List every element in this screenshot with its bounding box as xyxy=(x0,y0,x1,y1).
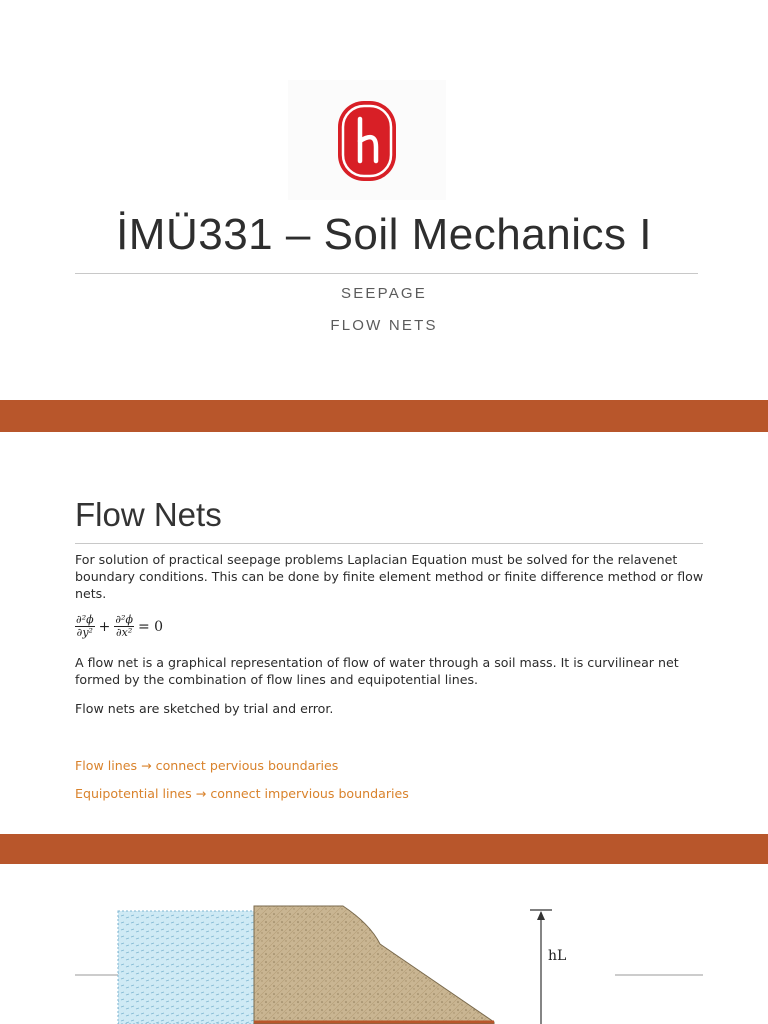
university-logo-icon xyxy=(332,95,402,187)
arrow-up-icon xyxy=(537,911,545,920)
upstream-water xyxy=(118,911,254,1024)
term-x-denominator: ∂x² xyxy=(115,626,133,639)
paragraph-laplacian: For solution of practical seepage problems Laplacian Equation must be solved for the relavenet boundary conditions. This can be done by finite element method or finite difference method or flow nets. xyxy=(75,552,704,601)
logo-container xyxy=(288,80,446,200)
dam-seepage-diagram xyxy=(0,864,768,1024)
paragraph-trial-error: Flow nets are sketched by trial and error. xyxy=(75,701,334,716)
slide-separator-band-2 xyxy=(0,834,768,864)
term-x-numerator: ∂²ϕ xyxy=(115,613,133,626)
term-y-numerator: ∂²ϕ xyxy=(76,613,94,626)
arrow-right-icon: → xyxy=(141,758,152,773)
bullet-flow-lines xyxy=(75,758,338,773)
dam-diagram-slide xyxy=(0,864,768,1024)
slide-separator-band xyxy=(0,400,768,432)
term-y-denominator: ∂y² xyxy=(76,626,93,639)
flow-nets-slide xyxy=(0,432,768,834)
laplace-equation xyxy=(75,614,167,639)
course-title: İMÜ331 – Soil Mechanics I xyxy=(116,210,652,259)
bullet-equipotential-lines xyxy=(75,786,409,801)
title-divider xyxy=(75,273,698,274)
subtitle-flow-nets: FLOW NETS xyxy=(330,317,438,334)
bullet-lead: Flow lines xyxy=(75,758,138,773)
equals-zero: = 0 xyxy=(137,618,164,635)
slide-title: Flow Nets xyxy=(75,496,222,533)
bullet-lead: Equipotential lines xyxy=(75,786,192,801)
equation-term-x xyxy=(114,614,134,639)
paragraph-flow-net-definition: A flow net is a graphical representation of flow of water through a soil mass. It is curvilinear net formed by the combination of flow lines and equipotential lines. xyxy=(75,655,679,687)
plus-sign: + xyxy=(98,618,111,635)
earth-dam xyxy=(254,906,494,1024)
equation-term-y xyxy=(75,614,95,639)
head-loss-label: hL xyxy=(548,948,567,964)
subtitle-seepage: SEEPAGE xyxy=(341,285,427,302)
arrow-right-icon: → xyxy=(195,786,207,801)
bullet-rest: connect pervious boundaries xyxy=(155,758,339,773)
bullet-rest: connect impervious boundaries xyxy=(210,786,409,801)
title-slide xyxy=(0,0,768,400)
slide-title-divider xyxy=(75,543,703,544)
